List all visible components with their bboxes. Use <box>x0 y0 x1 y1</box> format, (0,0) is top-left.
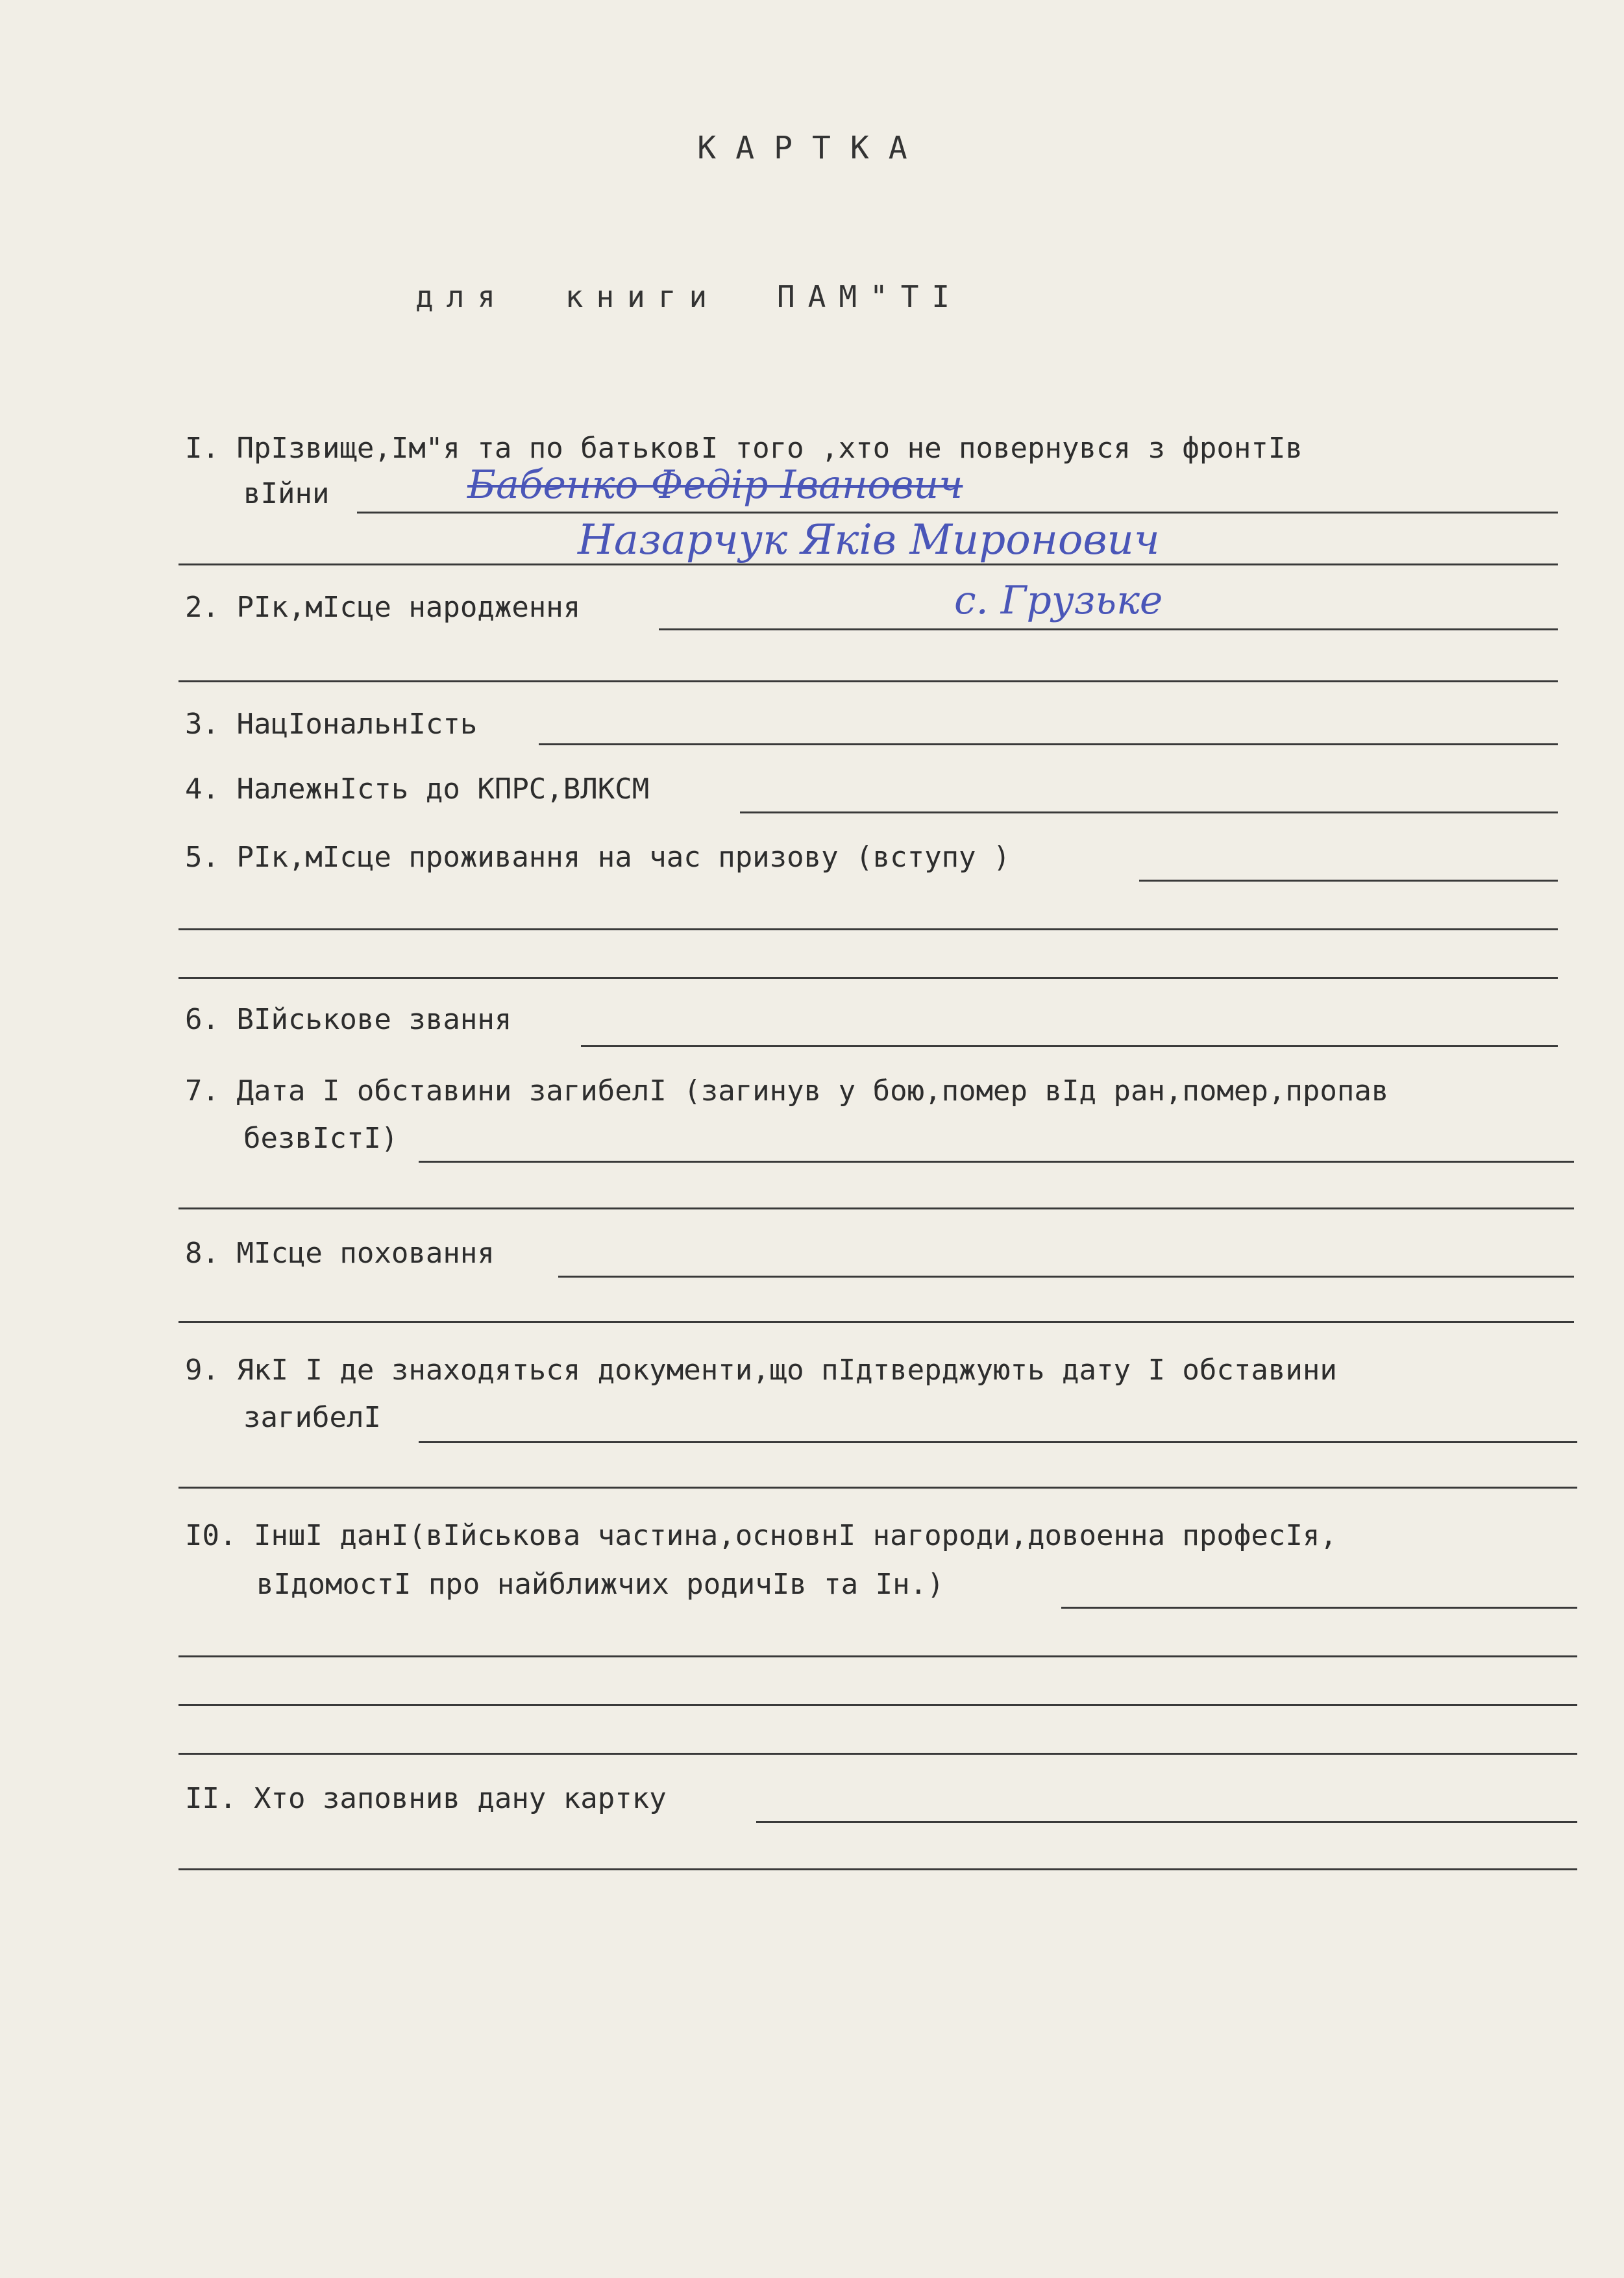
field-6-line[interactable] <box>581 1045 1558 1047</box>
field-10-line-2[interactable] <box>178 1655 1577 1657</box>
field-1-line-1[interactable] <box>357 512 1558 514</box>
field-7-line-2[interactable] <box>178 1207 1574 1209</box>
field-10-line-3[interactable] <box>178 1704 1577 1706</box>
field-3-label: 3. НацІональнІсть <box>185 708 478 741</box>
field-2-line-1[interactable] <box>659 628 1558 630</box>
field-11-line-1[interactable] <box>756 1821 1577 1823</box>
field-11-label: ІІ. Хто заповнив дану картку <box>185 1782 667 1815</box>
field-1-label-cont: вІйни <box>243 477 330 510</box>
field-7-label: 7. Дата І обставини загибелІ (загинув у бою,помер вІд ран,помер,пропав <box>185 1074 1389 1108</box>
field-9-label: 9. ЯкІ І де знаходяться документи,що пІдтверджують дату І обставини <box>185 1354 1337 1387</box>
field-4-line[interactable] <box>740 811 1558 813</box>
field-9-line-2[interactable] <box>178 1487 1577 1489</box>
field-2-label: 2. РІк,мІсце народження <box>185 591 581 624</box>
field-4-label: 4. НалежнІсть до КПРС,ВЛКСМ <box>185 773 650 806</box>
card-subtitle: для книги ПАМ"ТІ <box>415 279 963 314</box>
field-8-line-1[interactable] <box>558 1276 1574 1278</box>
field-9-line-1[interactable] <box>419 1441 1577 1443</box>
field-9-label-cont: загибелІ <box>243 1401 381 1434</box>
field-5-line-1[interactable] <box>1139 880 1558 882</box>
handwritten-name-struck: Бабенко Федір Іванович <box>467 462 963 508</box>
field-5-label: 5. РІк,мІсце проживання на час призову (вступу ) <box>185 841 1011 874</box>
field-5-line-2[interactable] <box>178 928 1558 930</box>
field-5-line-3[interactable] <box>178 977 1558 979</box>
field-8-line-2[interactable] <box>178 1321 1574 1323</box>
field-2-line-2[interactable] <box>178 680 1558 682</box>
field-10-label-cont: вІдомостІ про найближчих родичІв та Ін.) <box>256 1568 944 1601</box>
field-10-line-4[interactable] <box>178 1753 1577 1755</box>
card-title: КАРТКА <box>697 130 927 166</box>
field-11-line-2[interactable] <box>178 1868 1577 1870</box>
handwritten-birthplace: с. Грузьке <box>954 578 1163 623</box>
field-7-label-cont: безвІстІ) <box>243 1122 399 1155</box>
field-6-label: 6. ВІйськове звання <box>185 1003 512 1036</box>
field-10-line-1[interactable] <box>1061 1607 1577 1609</box>
field-8-label: 8. МІсце поховання <box>185 1237 495 1270</box>
field-7-line-1[interactable] <box>419 1161 1574 1163</box>
field-3-line[interactable] <box>539 743 1558 745</box>
field-1-label: І. ПрІзвище,Ім"я та по батьковІ того ,хто не повернувся з фронтІв <box>185 432 1303 465</box>
handwritten-name: Назарчук Яків Миронович <box>578 516 1160 564</box>
field-10-label: І0. ІншІ данІ(вІйськова частина,основнІ нагороди,довоенна професІя, <box>185 1519 1337 1552</box>
